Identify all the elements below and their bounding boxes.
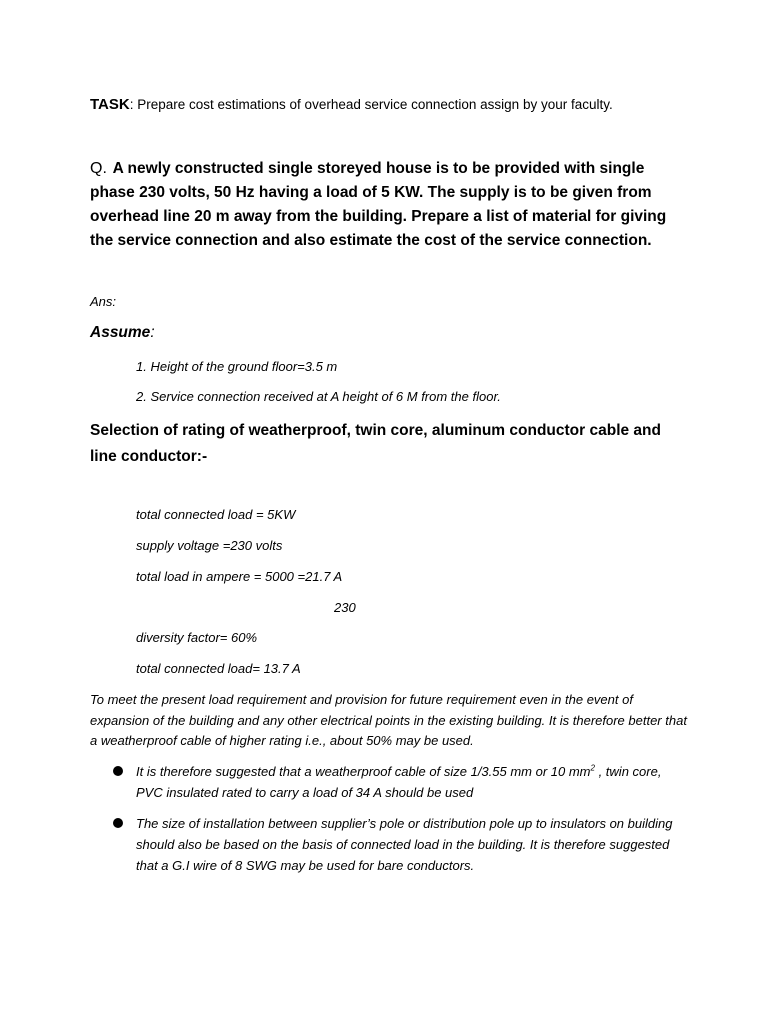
calc-supply-voltage: supply voltage =230 volts <box>136 538 283 553</box>
superscript-2: 2 <box>590 763 595 773</box>
task-label: TASK <box>90 96 130 113</box>
explanation-paragraph: To meet the present load requirement and provision for future requirement even in the event of expansion of the building and any other electrical points in the existing building. It is therefore better that a weatherproof cable of higher rating i.e., about 50% may be used. <box>90 692 687 748</box>
bullet-item-cable-size <box>136 761 676 803</box>
calc-denominator: 230 <box>334 600 356 615</box>
question-block <box>90 157 680 253</box>
calc-total-load-ampere: total load in ampere = 5000 =21.7 A <box>136 569 343 584</box>
selection-heading: Selection of rating of weatherproof, twin core, aluminum conductor cable and line conductor:- <box>90 422 661 465</box>
bullet-dot <box>113 766 123 776</box>
assumption-item: 1. Height of the ground floor=3.5 m <box>136 359 338 374</box>
bullet-dot <box>113 818 123 828</box>
calc-total-connected-load: total connected load = 5KW <box>136 507 296 522</box>
answer-label: Ans: <box>90 294 117 309</box>
bullet-item-gi-wire: The size of installation between supplier’s pole or distribution pole up to insulators on building should also be based on the basis of connected load in the building. It is therefore suggested that a G.I wire of 8 SWG may be used for bare conductors. <box>136 816 673 873</box>
question-prefix: Q. <box>90 160 107 177</box>
assume-label: Assume <box>90 324 151 341</box>
bullet-text-after: , twin core, PVC insulated rated to carry a load of 34 A should be used <box>136 764 662 800</box>
assume-colon: : <box>150 324 155 341</box>
bullet-text-before: It is therefore suggested that a weatherproof cable of size 1/3.55 mm or 10 mm <box>136 764 591 779</box>
calc-total-connected-load-result: total connected load= 13.7 A <box>136 661 301 676</box>
task-text: : Prepare cost estimations of overhead service connection assign by your faculty. <box>129 97 613 112</box>
assume-heading <box>90 324 155 342</box>
question-text: A newly constructed single storeyed house is to be provided with single phase 230 volts, 50 Hz having a load of 5 KW. The supply is to be given from overhead line 20 m away from the building. Prepare a list of material for giving the service connection and also estimate the cost of the service connection. <box>90 160 667 249</box>
calc-diversity-factor: diversity factor= 60% <box>136 630 258 645</box>
task-line <box>90 96 613 113</box>
assumption-item: 2. Service connection received at A height of 6 M from the floor. <box>136 389 501 404</box>
